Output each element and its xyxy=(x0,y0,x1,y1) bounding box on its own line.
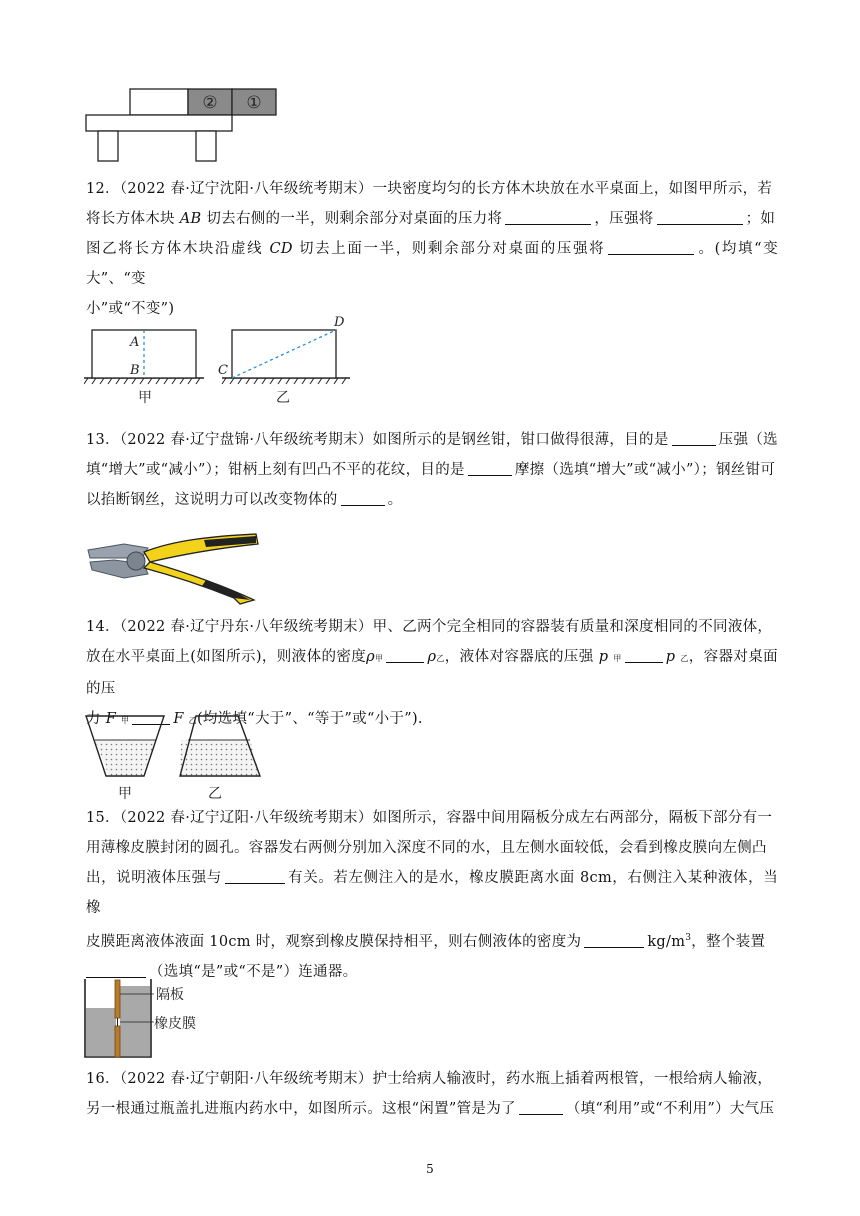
q14-line3: 力 F 甲 F 乙(均选填“大于”、“等于”或“小于”). xyxy=(86,704,778,736)
question-12 xyxy=(86,174,778,324)
q15-line3: 出，说明液体压强与 有关。若左侧注入的是水，橡皮膜距离水面 8cm，右侧注入某种液体，当橡 xyxy=(86,863,778,923)
q14-line2: 放在水平桌面上(如图所示)，则液体的密度ρ甲 ρ乙，液体对容器底的压强 p 甲 p 乙，容器对桌面的压 xyxy=(86,642,778,704)
caption-jia: 甲 xyxy=(138,390,152,404)
answer-blank[interactable] xyxy=(341,488,385,506)
q13-line2: 填“增大”或“减小”）；钳柄上刻有凹凸不平的花纹，目的是 摩擦（选填“增大”或“减小”）；钢丝钳可 xyxy=(86,455,778,485)
q14-line1: 14．（2022 春·辽宁丹东·八年级统考期末）甲、乙两个完全相同的容器装有质量和深度相同的不同液体， xyxy=(86,619,773,635)
q16-line2: 另一根通过瓶盖扎进瓶内药水中，如图所示。这根“闲置”管是为了 （填“利用”或“不利用”）大气压 xyxy=(86,1094,778,1124)
caption-yi: 乙 xyxy=(208,786,222,802)
q16-line1: 16．（2022 春·辽宁朝阳·八年级统考期末）护士给病人输液时，药水瓶上插着两根管，一根给病人输液， xyxy=(86,1071,773,1087)
label-A: A xyxy=(130,335,140,350)
q15-line1: 15．（2022 春·辽宁辽阳·八年级统考期末）如图所示，容器中间用隔板分成左右两部分，隔板下部分有一 xyxy=(86,810,773,826)
q15-line5: （选填“是”或“不是”）连通器。 xyxy=(86,957,778,987)
answer-blank[interactable] xyxy=(672,428,716,446)
answer-blank[interactable] xyxy=(86,960,146,978)
question-13 xyxy=(86,425,778,515)
q13-line1: 13．（2022 春·辽宁盘锦·八年级统考期末）如图所示的是钢丝钳，钳口做得很薄，目的是 压强（选 xyxy=(86,425,778,455)
q12-line3: 图乙将长方体木块沿虚线 CD 切去上面一半，则剩余部分对桌面的压强将 。(均填“变大”、“变 xyxy=(86,234,778,294)
figure-wood-block-cut xyxy=(84,312,356,404)
label-rubber-membrane: 橡皮膜 xyxy=(154,1016,196,1032)
answer-blank[interactable] xyxy=(468,458,512,476)
answer-blank[interactable] xyxy=(386,645,424,663)
question-15 xyxy=(86,803,778,987)
answer-blank[interactable] xyxy=(584,930,644,948)
figure-blocks-on-table xyxy=(84,86,284,164)
caption-jia: 甲 xyxy=(118,786,132,802)
page-number: 5 xyxy=(426,1162,434,1176)
q12-line1: 12．（2022 春·辽宁沈阳·八年级统考期末）一块密度均匀的长方体木块放在水平桌面上，如图甲所示，若 xyxy=(86,181,773,197)
q15-line2: 用薄橡皮膜封闭的圆孔。容器发右两侧分别加入深度不同的水，且左侧水面较低，会看到橡皮膜向左侧凸 xyxy=(86,840,767,856)
label-partition: 隔板 xyxy=(156,987,184,1003)
q12-line4: 小”或“不变”) xyxy=(86,301,175,317)
label-D: D xyxy=(334,315,345,330)
q13-line3: 以掐断钢丝，这说明力可以改变物体的 。 xyxy=(86,485,778,515)
answer-blank[interactable] xyxy=(608,237,694,255)
answer-blank[interactable] xyxy=(657,207,743,225)
caption-yi: 乙 xyxy=(276,390,290,404)
pliers-image xyxy=(84,528,262,606)
block-2-label: ② xyxy=(202,93,218,113)
q15-line4: 皮膜距离液体液面 10cm 时，观察到橡皮膜保持相平，则右侧液体的密度为 $kg/m^3$，整个装置 xyxy=(86,923,778,957)
label-C: C xyxy=(218,363,228,378)
answer-blank[interactable] xyxy=(519,1097,563,1115)
answer-blank[interactable] xyxy=(505,207,591,225)
q12-line2: 将长方体木块 AB 切去右侧的一半，则剩余部分对桌面的压力将 ，压强将 ；如 xyxy=(86,204,778,234)
label-B: B xyxy=(130,363,140,378)
figure-partitioned-container xyxy=(84,978,214,1060)
question-16 xyxy=(86,1064,778,1124)
block-1-label: ① xyxy=(246,93,262,113)
answer-blank[interactable] xyxy=(625,645,663,663)
figure-two-containers xyxy=(84,712,264,802)
answer-blank[interactable] xyxy=(225,866,285,884)
